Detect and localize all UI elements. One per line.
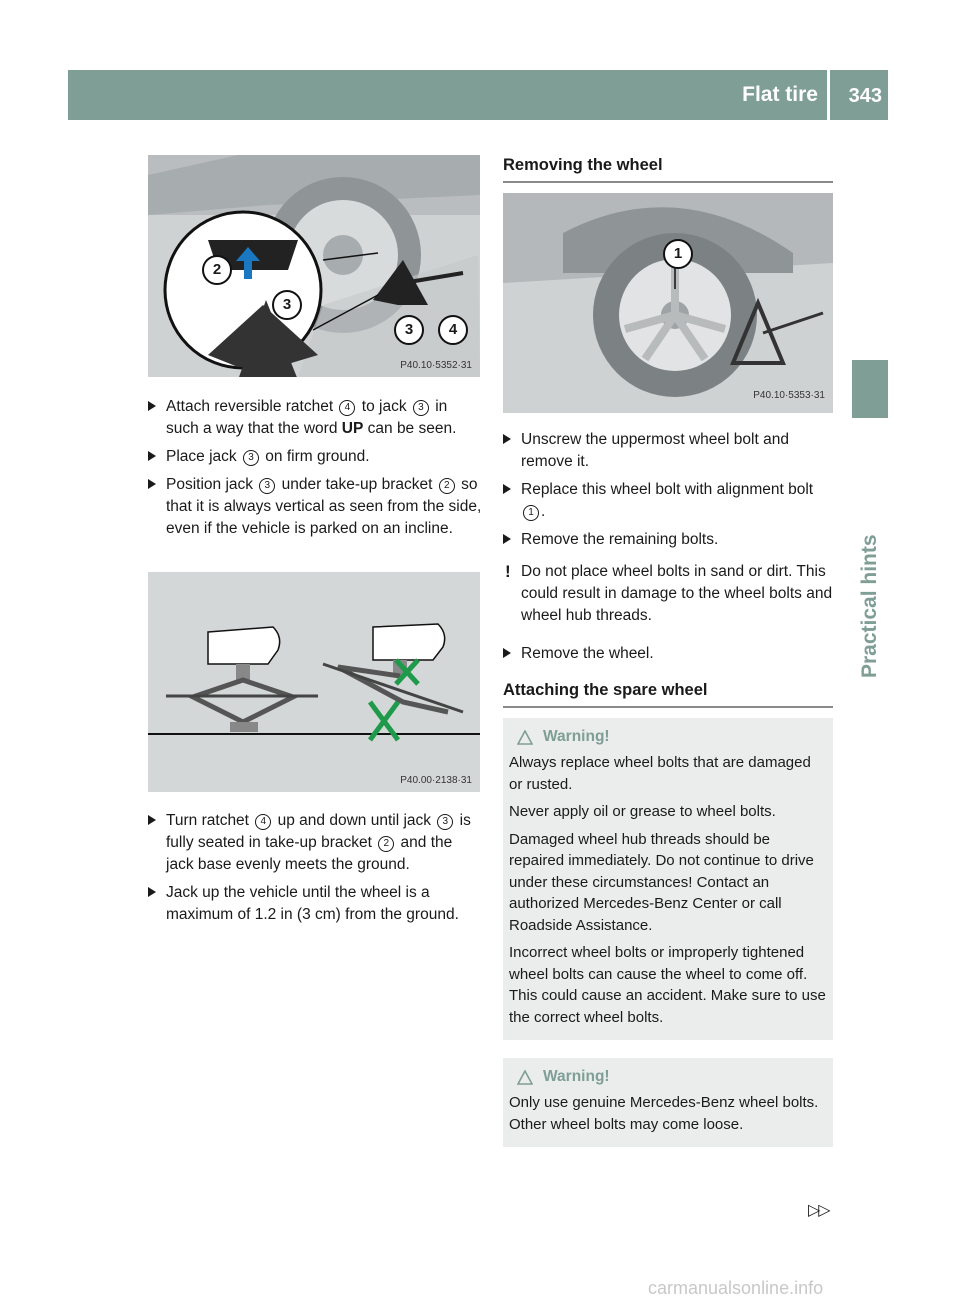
figure-jack-attach-illustration (148, 155, 480, 377)
figure-jack-attach (148, 155, 480, 377)
figure-code: P40.10·5352·31 (400, 360, 472, 371)
instruction-item (503, 643, 833, 665)
warning-title: Warning! (543, 1068, 610, 1085)
instruction-item (503, 479, 833, 523)
instruction-item (503, 429, 833, 473)
instruction-text: Unscrew the uppermost wheel bolt and remove it. (521, 431, 789, 470)
callout-3-inset: 3 (272, 290, 302, 320)
callout-ref: 3 (259, 478, 275, 494)
instruction-text: under take-up bracket (281, 476, 433, 493)
instruction-text: Jack up the vehicle until the wheel is a maximum of 1.2 in (3 cm) from the ground. (166, 884, 459, 923)
instruction-item (148, 446, 482, 468)
bullet-arrow-icon (148, 451, 156, 461)
instruction-item (148, 810, 482, 876)
figure-code: P40.00·2138·31 (400, 775, 472, 786)
warning-paragraph: Only use genuine Mercedes-Benz wheel bolts. Other wheel bolts may come loose. (509, 1094, 819, 1133)
figure-jack-position-illustration (148, 572, 480, 792)
right-column (503, 154, 833, 1165)
callout-3: 3 (394, 315, 424, 345)
exclamation-icon: ! (505, 562, 511, 581)
figure-code: P40.10·5353·31 (753, 390, 825, 401)
instruction-text: so that it is always vertical as seen from the side, even if the vehicle is parked on an incline. (166, 476, 482, 537)
callout-2: 2 (202, 255, 232, 285)
instruction-text: to jack (361, 398, 407, 415)
callout-ref: 4 (339, 400, 355, 416)
instruction-item (148, 396, 482, 440)
instruction-text: . (541, 503, 546, 520)
instruction-text: is fully seated in take-up bracket (166, 812, 471, 851)
warning-box (503, 1058, 833, 1147)
callout-4: 4 (438, 315, 468, 345)
figure-wheel-removal (503, 193, 833, 413)
warning-triangle-icon (517, 730, 533, 745)
instruction-text: Position jack (166, 476, 254, 493)
warning-paragraph: Never apply oil or grease to wheel bolts. (509, 803, 776, 820)
callout-ref: 4 (255, 814, 271, 830)
side-tab-marker (852, 360, 888, 418)
instruction-text: Turn ratchet (166, 812, 249, 829)
instruction-text: Remove the wheel. (521, 645, 654, 662)
warning-header (517, 726, 827, 748)
header-separator (827, 70, 830, 120)
warning-paragraph: Damaged wheel hub threads should be repaired immediately. Do not continue to drive under these circumstances! Contact an authorized Mercedes-Benz Center or call Roadside Assistance. (509, 830, 814, 934)
instruction-text: Attach reversible ratchet (166, 398, 334, 415)
side-tab-label: Practical hints (858, 534, 881, 678)
instruction-text: up and down until jack (277, 812, 432, 829)
page-number: 343 (848, 85, 882, 107)
left-column-top (148, 396, 482, 546)
callout-ref: 1 (523, 505, 539, 521)
header-title: Flat tire (742, 83, 818, 106)
callout-ref: 3 (243, 450, 259, 466)
warning-paragraph: Always replace wheel bolts that are damaged or rusted. (509, 754, 811, 793)
watermark: carmanualsonline.info (648, 1278, 824, 1298)
caution-text: Do not place wheel bolts in sand or dirt. This could result in damage to the wheel bolts and wheel hub threads. (521, 563, 833, 624)
instruction-text: Place jack (166, 448, 237, 465)
instruction-text: Remove the remaining bolts. (521, 531, 719, 548)
bullet-arrow-icon (503, 534, 511, 544)
section-title-removing: Removing the wheel (503, 154, 833, 183)
warning-triangle-icon (517, 1070, 533, 1085)
bullet-arrow-icon (148, 887, 156, 897)
bullet-arrow-icon (503, 484, 511, 494)
continued-arrows-icon: ▷▷ (808, 1202, 829, 1219)
figure-wheel-removal-illustration (503, 193, 833, 413)
figure-jack-position (148, 572, 480, 792)
bullet-arrow-icon (503, 434, 511, 444)
instruction-item (148, 882, 482, 926)
bullet-arrow-icon (148, 401, 156, 411)
page-header (68, 70, 888, 120)
warning-box (503, 718, 833, 1040)
section-title-attaching: Attaching the spare wheel (503, 679, 833, 708)
instruction-text: can be seen. (367, 420, 457, 437)
instruction-text: Replace this wheel bolt with alignment bolt (521, 481, 814, 498)
instruction-emphasis: UP (341, 420, 364, 437)
caution-note (503, 561, 833, 627)
side-tab (853, 428, 889, 678)
callout-ref: 2 (439, 478, 455, 494)
bullet-arrow-icon (503, 648, 511, 658)
instruction-item (148, 474, 482, 540)
instruction-text: on firm ground. (265, 448, 370, 465)
callout-1: 1 (663, 239, 693, 269)
warning-paragraph: Incorrect wheel bolts or improperly tightened wheel bolts can cause the wheel to come off. This could cause an accident. Make sure to use the correct wheel bolts. (509, 944, 826, 1026)
instruction-text: in such a way that the word (166, 398, 448, 437)
callout-ref: 3 (437, 814, 453, 830)
bullet-arrow-icon (148, 815, 156, 825)
left-column-bottom (148, 810, 482, 932)
callout-ref: 2 (378, 836, 394, 852)
bullet-arrow-icon (148, 479, 156, 489)
instruction-text: and the jack base evenly meets the ground. (166, 834, 453, 873)
instruction-item (503, 529, 833, 551)
warning-header (517, 1066, 827, 1088)
callout-ref: 3 (413, 400, 429, 416)
warning-title: Warning! (543, 728, 610, 745)
